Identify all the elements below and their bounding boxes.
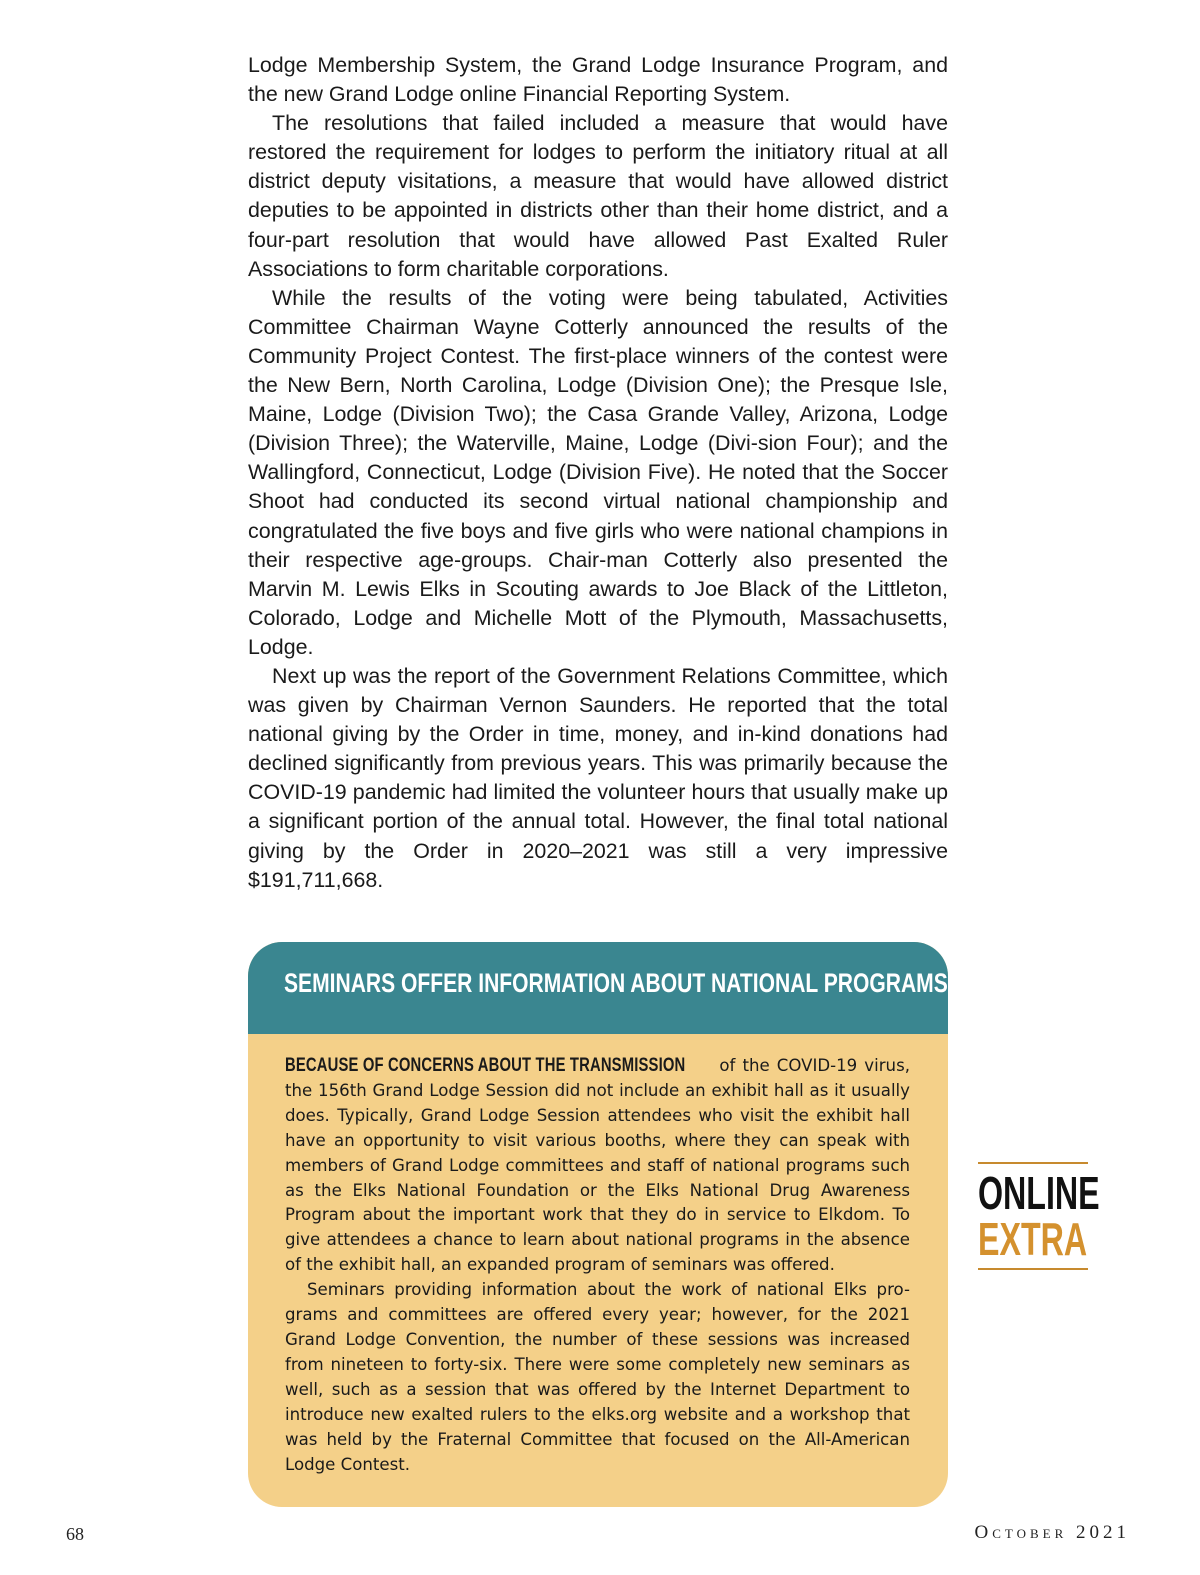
online-extra-line1: ONLINE	[978, 1167, 1100, 1219]
online-extra-badge[interactable]	[978, 1162, 1100, 1270]
article-paragraph: Lodge Membership System, the Grand Lodge Insurance Program, and the new Grand Lodge online Financial Reporting System.	[248, 53, 948, 107]
sidebar-body	[285, 1054, 910, 1477]
issue-date: October 2021	[974, 1522, 1130, 1543]
article-body	[248, 51, 948, 895]
sidebar-paragraph	[285, 1054, 910, 1278]
sidebar-paragraph: Seminars providing information about the work of national Elks pro-grams and committees are offered every year; however, for the 2021 Grand Lodge Convention, the number of these sessions was increased from nineteen to forty-six. There were some completely new seminars as well, such as a session that was offered by the Internet Department to introduce new exalted rulers to the elks.org website and a workshop that was held by the Fraternal Committee that focused on the All-American Lodge Contest.	[285, 1280, 910, 1474]
sidebar-header	[248, 942, 948, 1034]
seminars-sidebar	[248, 942, 948, 1507]
sidebar-title: SEMINARS OFFER INFORMATION ABOUT NATIONAL PROGRAMS	[284, 968, 948, 998]
article-paragraph: Next up was the report of the Government Relations Committee, which was given by Chairman Vernon Saunders. He reported that the total national giving by the Order in time, money, and in-kind donations had declined significantly from previous years. This was primarily because the COVID-19 pandemic had limited the volunteer hours that usually make up a significant portion of the annual total. However, the final total national giving by the Order in 2020–2021 was still a very impressive $191,711,668.	[248, 663, 948, 892]
article-paragraph: The resolutions that failed included a measure that would have restored the requirement for lodges to perform the initiatory ritual at all district deputy visitations, a measure that would have allowed district deputies to be appointed in districts other than their home district, and a four-part resolution that would have allowed Past Exalted Ruler Associations to form charitable corporations.	[248, 111, 948, 281]
sidebar-paragraph-text: of the COVID-19 virus, the 156th Grand Lodge Session did not include an exhibit hall as it usually does. Typically, Grand Lodge Session attendees who visit the exhibit hall have an opportunity to visit various booths, where they can speak with members of Grand Lodge committees and staff of national programs such as the Elks National Foundation or the Elks National Drug Awareness Program about the important work that they do in service to Elkdom. To give attendees a chance to learn about national programs in the absence of the exhibit hall, an expanded program of seminars was offered.	[285, 1056, 910, 1275]
online-extra-line2: EXTRA	[978, 1213, 1088, 1265]
sidebar-lead-in: BECAUSE OF CONCERNS ABOUT THE TRANSMISSION	[285, 1055, 686, 1076]
article-paragraph: While the results of the voting were being tabulated, Activities Committee Chairman Wayne Cotterly announced the results of the Community Project Contest. The first-place winners of the contest were the New Bern, North Carolina, Lodge (Division One); the Presque Isle, Maine, Lodge (Division Two); the Casa Grande Valley, Arizona, Lodge (Division Three); the Waterville, Maine, Lodge (Divi-sion Four); and the Wallingford, Connecticut, Lodge (Division Five). He noted that the Soccer Shoot had conducted its second virtual national championship and congratulated the five boys and five girls who were national champions in their respective age-groups. Chair-man Cotterly also presented the Marvin M. Lewis Elks in Scouting awards to Joe Black of the Littleton, Colorado, Lodge and Michelle Mott of the Plymouth, Massachusetts, Lodge.	[248, 285, 948, 659]
page-number: 68	[66, 1524, 84, 1544]
